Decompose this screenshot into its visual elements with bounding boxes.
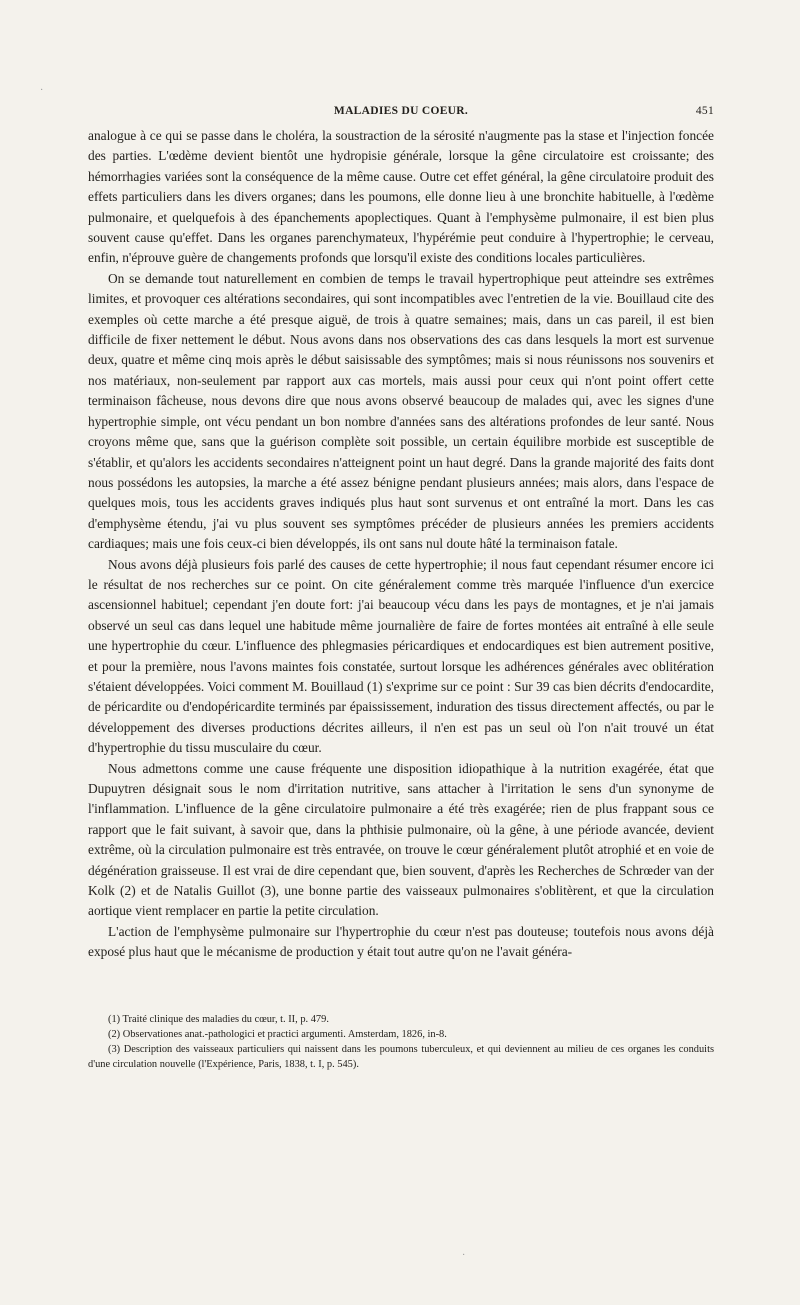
main-text — [88, 126, 714, 963]
running-title: MALADIES DU COEUR. — [333, 105, 469, 117]
paragraph: L'action de l'emphysème pulmonaire sur l'hypertrophie du cœur n'est pas douteuse; toutefois nous avons déjà exposé plus haut que le mécanisme de production y était tout autre qu'on ne l'avait généra- — [88, 923, 714, 960]
footnote: (2) Observationes anat.-pathologici et practici argumenti. Amsterdam, 1826, in-8. — [108, 1029, 447, 1040]
paragraph: Nous admettons comme une cause fréquente une disposition idiopathique à la nutrition exagérée, état que Dupuytren désignait sous le nom d'irritation nutritive, sans attacher à l'irritation le sens d'un synonyme de l'inflammation. L'influence de la gêne circulatoire pulmonaire a été très exagérée; rien de plus frappant sous ce rapport que le fait suivant, à savoir que, dans la phthisie pulmonaire, où la gêne, à une période avancée, devient extrême, où la circulation pulmonaire est très entravée, on trouve le cœur généralement plutôt atrophié et en voie de dégénération graisseuse. Il est vrai de dire cependant que, bien souvent, d'après les Recherches de Schrœder van der Kolk (2) et de Natalis Guillot (3), une bonne partie des vaisseaux pulmonaires s'oblitèrent, et que la circulation aortique vient remplacer en partie la petite circulation. — [88, 760, 714, 919]
paragraph: On se demande tout naturellement en combien de temps le travail hypertrophique peut atteindre ses extrêmes limites, et provoquer ces altérations secondaires, qui sont incompatibles avec l'entretien de la vie. Bouillaud cite des exemples où cette marche a été presque aiguë, de trois à quatre semaines; mais, dans un cas pareil, il est bien difficile de fixer nettement le début. Nous avons dans nos observations des cas dans lesquels la mort est survenue deux, quatre et même cinq mois après le début saisissable des symptômes; mais si nous réunissons nos souvenirs et nos matériaux, non-seulement par rapport aux cas mortels, mais aussi pour ceux qui n'ont point offert cette terminaison fâcheuse, nous devons dire que nous avons observé beaucoup de malades qui, avec les signes d'une hypertrophie simple, ont vécu pendant un bon nombre d'années sans des altérations profondes de leur santé. Nous croyons même que, sans que la guérison complète soit possible, un certain équilibre morbide est susceptible de s'établir, et qu'alors les accidents secondaires n'atteignent point un haut degré. Dans la grande majorité des faits dont nous possédons les autopsies, la marche a été assez bénigne pendant plusieurs années; mais alors, dans l'espace de quelques mois, tous les accidents graves indiqués plus haut sont survenus et ont entraîné la mort. Dans les cas d'emphysème étendu, j'ai vu plus souvent ses symptômes précéder de plusieurs années les premiers accidents cardiaques; mais une fois ceux-ci bien développés, ils ont sans nul doute hâté la terminaison fatale. — [88, 270, 714, 552]
paragraph: Nous avons déjà plusieurs fois parlé des causes de cette hypertrophie; il nous faut cependant résumer encore ici le résultat de nos recherches sur ce point. On cite généralement comme très marquée l'influence d'un exercice ascensionnel habituel; cependant j'en doute fort: j'ai beaucoup vécu dans les pays de montagnes, et je n'ai jamais observé un seul cas dans lequel une habitude même journalière de faire de fortes montées ait entraîné à elle seule une hypertrophie du cœur. L'influence des phlegmasies péricardiques et endocardiques est bien autrement positive, et pour la première, nous l'avons maintes fois constatée, surtout lorsque les adhérences générales avec oblitération s'étaient développées. Voici comment M. Bouillaud (1) s'exprime sur ce point : Sur 39 cas bien décrits d'endocardite, de péricardite ou d'endopéricardite terminés par épaississement, induration des tissus directement affectés, ou par le développement des diverses productions décrites ailleurs, il n'en est pas un seul où l'on n'ait trouvé un état d'hypertrophie du tissu musculaire du cœur. — [88, 556, 714, 756]
footnote: (3) Description des vaisseaux particuliers qui naissent dans les poumons tuberculeux, et qui deviennent au milieu de ces organes les conduits d'une circulation nouvelle (l'Expérience, Paris, 1838, t. I, p. 545). — [88, 1044, 714, 1070]
paper-speck: · — [40, 85, 44, 96]
paragraph: analogue à ce qui se passe dans le choléra, la soustraction de la sérosité n'augmente pas la stase et l'injection foncée des parties. L'œdème devient bientôt une hydropisie générale, lorsque la gêne circulatoire est croissante; des hémorrhagies variées sont la conséquence de la même cause. Outre cet effet général, la gêne circulatoire produit des effets particuliers dans les divers organes; dans les poumons, elle donne lieu à une bronchite habituelle, à l'œdème pulmonaire, et quelquefois à des épanchements apoplectiques. Quant à l'emphysème pulmonaire, il est bien plus souvent cause qu'effet. Dans les organes parenchymateux, l'hypérémie peut conduire à l'hypertrophie; le cerveau, enfin, n'éprouve guère de changements profonds que lorsqu'il existe des conditions locales particulières. — [88, 128, 714, 266]
page-number: 451 — [695, 105, 714, 117]
footnote: (1) Traité clinique des maladies du cœur, t. II, p. 479. — [108, 1014, 329, 1025]
footnotes — [88, 1012, 714, 1072]
running-header — [88, 105, 714, 123]
paper-speck: · — [462, 1250, 466, 1261]
